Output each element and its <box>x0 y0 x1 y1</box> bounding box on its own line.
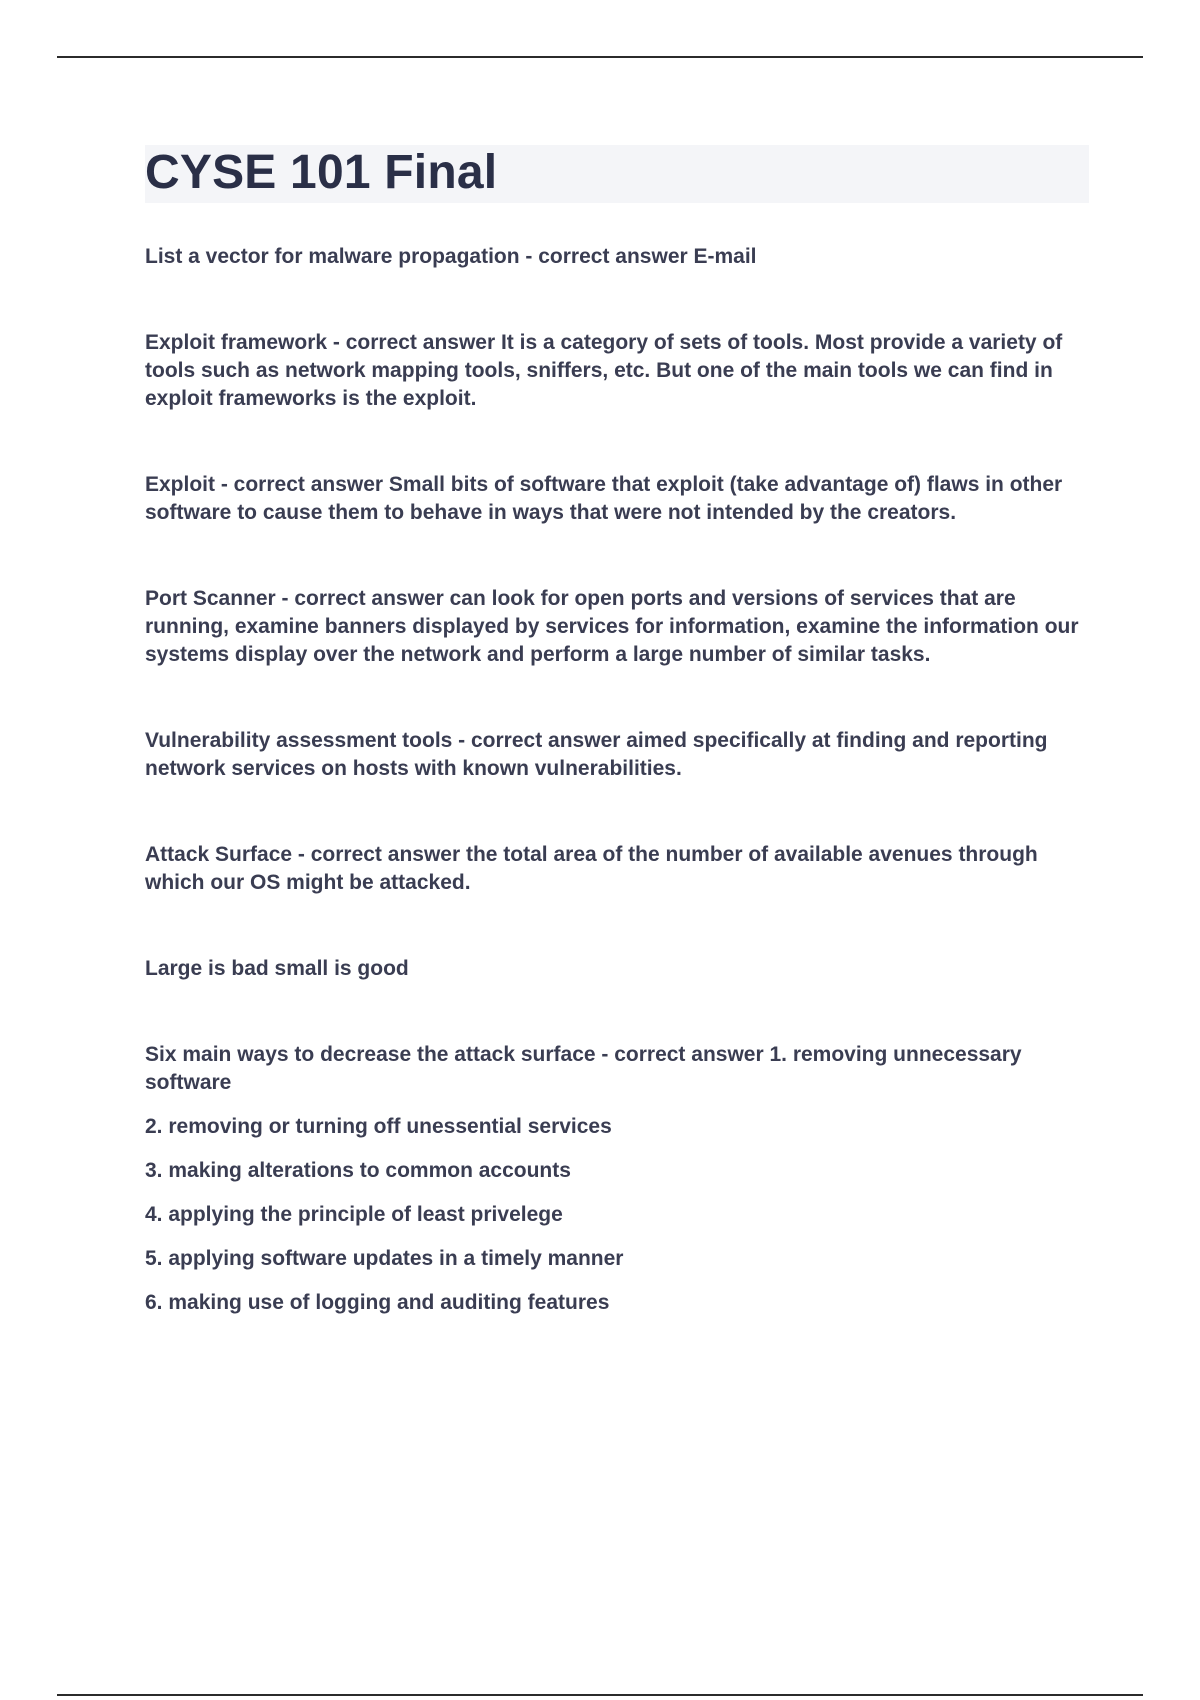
entry-term: Vulnerability assessment tools <box>145 729 453 752</box>
entry-term: List a vector for malware propagation <box>145 245 520 268</box>
entry-answer: Small bits of software that exploit (take advantage of) flaws in other software to cause them to behave in ways that were not intended by the creators. <box>145 473 1063 524</box>
entry-term: Exploit framework <box>145 331 328 354</box>
entry-term: Attack Surface <box>145 843 293 866</box>
qa-entry-malware-vector <box>145 243 1090 271</box>
entry-separator: - correct answer <box>519 245 694 268</box>
entry-separator: - correct answer <box>275 587 450 610</box>
entry-term: Exploit <box>145 473 216 496</box>
list-item: 6. making use of logging and auditing features <box>145 1291 610 1314</box>
entry-separator: - correct answer <box>452 729 627 752</box>
entry-separator: - correct answer <box>595 1043 770 1066</box>
list-item: 3. making alterations to common accounts <box>145 1159 571 1182</box>
document-body <box>145 243 1090 1317</box>
top-rule <box>57 56 1143 58</box>
entry-answer: the total area of the number of available avenues through which our OS might be attacked. <box>145 843 1038 894</box>
entry-separator: - correct answer <box>215 473 389 496</box>
entry-term: Six main ways to decrease the attack surface <box>145 1043 596 1066</box>
entry-term: Port Scanner <box>145 587 276 610</box>
qa-entry-six-ways <box>145 1041 1090 1097</box>
qa-entry-vulnerability-tools <box>145 727 1090 783</box>
entry-answer: It is a category of sets of tools. Most provide a variety of tools such as network mapping tools, sniffers, etc. But one of the main tools we can find in exploit frameworks is the exploit. <box>145 331 1063 410</box>
note-large-small: Large is bad small is good <box>145 957 409 980</box>
list-item: 2. removing or turning off unessential services <box>145 1115 612 1138</box>
entry-separator: - correct answer <box>327 331 501 354</box>
bottom-rule <box>57 1694 1143 1696</box>
entry-answer: E-mail <box>693 245 757 268</box>
qa-entry-exploit-framework <box>145 329 1090 413</box>
page-title: CYSE 101 Final <box>145 146 498 199</box>
entry-answer: 1. removing unnecessary software <box>145 1043 1022 1094</box>
list-item: 5. applying software updates in a timely manner <box>145 1247 624 1270</box>
entry-answer: aimed specifically at finding and reporting network services on hosts with known vulnerabilities. <box>145 729 1048 780</box>
list-item: 4. applying the principle of least privelege <box>145 1203 563 1226</box>
entry-separator: - correct answer <box>292 843 466 866</box>
qa-entry-attack-surface <box>145 841 1090 897</box>
qa-entry-exploit <box>145 471 1090 527</box>
qa-entry-port-scanner <box>145 585 1090 669</box>
entry-answer: can look for open ports and versions of services that are running, examine banners displayed by services for information, examine the information our systems display over the network and perform a large number of similar tasks. <box>145 587 1079 666</box>
